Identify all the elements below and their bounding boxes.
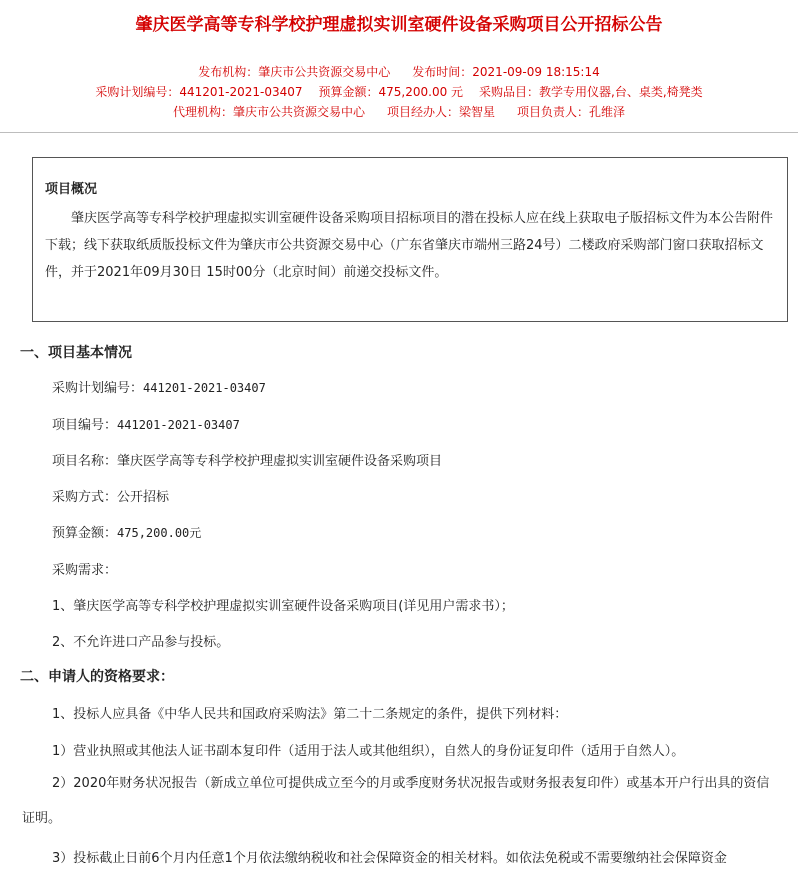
meta-row-2 <box>0 83 798 100</box>
procurement-category: 采购品目：教学专用仪器,台、桌类,椅凳类 <box>479 85 703 99</box>
procurement-method-line <box>52 486 169 505</box>
demand-item-1: 1、肇庆医学高等专科学校护理虚拟实训室硬件设备采购项目(详见用户需求书）； <box>52 599 514 614</box>
agency: 代理机构：肇庆市公共资源交易中心 <box>172 105 365 119</box>
header-divider <box>0 132 798 133</box>
section-2-heading: 二、申请人的资格要求： <box>20 669 174 685</box>
publisher: 发布机构：肇庆市公共资源交易中心 <box>198 65 391 79</box>
project-handler: 项目经办人：梁智星 <box>386 105 495 119</box>
section-1-heading: 一、项目基本情况 <box>20 345 132 361</box>
overview-box <box>32 157 788 322</box>
demand-item-2: 2、不允许进口产品参与投标。 <box>52 635 230 650</box>
project-name-label: 项目名称： <box>52 454 118 469</box>
overview-text: 肇庆医学高等专科学校护理虚拟实训室硬件设备采购项目招标项目的潜在投标人应在线上获取电子版招标文件为本公告附件下载；线下获取纸质版投标文件为肇庆市公共资源交易中心（广东省肇庆市端州三路24号）二楼政府采购部门窗口获取招标文件，并于2021年09月30日 15时00分（北京时间）前递交投标文件。 <box>45 211 774 280</box>
publish-time: 发布时间：2021-09-09 18:15:14 <box>412 65 600 79</box>
overview-heading: 项目概况 <box>45 182 98 197</box>
procurement-method-value: 公开招标 <box>117 490 170 505</box>
plan-number-value: 441201-2021-03407 <box>143 381 266 395</box>
demand-label: 采购需求： <box>52 563 118 578</box>
plan-number-label: 采购计划编号： <box>52 381 144 396</box>
project-name-line <box>52 450 442 469</box>
project-manager: 项目负责人：孔维泽 <box>517 105 626 119</box>
meta-row-3 <box>0 103 798 120</box>
plan-number: 采购计划编号：441201-2021-03407 <box>95 85 303 99</box>
project-name-value: 肇庆医学高等专科学校护理虚拟实训室硬件设备采购项目 <box>117 454 443 469</box>
budget-label: 预算金额： <box>52 526 118 541</box>
procurement-method-label: 采购方式： <box>52 490 118 505</box>
page-title: 肇庆医学高等专科学校护理虚拟实训室硬件设备采购项目公开招标公告 <box>135 15 663 35</box>
requirement-1-1: 1）营业执照或其他法人证书副本复印件（适用于法人或其他组织），自然人的身份证复印件（适用于自然人）。 <box>52 744 685 759</box>
project-number-line <box>52 414 240 433</box>
requirement-1: 1、投标人应具备《中华人民共和国政府采购法》第二十二条规定的条件，提供下列材料： <box>52 707 568 722</box>
plan-number-line <box>52 377 266 396</box>
budget-amount: 预算金额：475,200.00 元 <box>318 85 464 99</box>
budget-value: 475,200.00元 <box>117 526 202 540</box>
project-number-value: 441201-2021-03407 <box>117 418 240 432</box>
requirement-1-3: 3）投标截止日前6个月内任意1个月依法缴纳税收和社会保障资金的相关材料。如依法免税或不需要缴纳社会保障资金 <box>52 851 727 866</box>
meta-row-1 <box>0 63 798 80</box>
requirement-1-2: 2）2020年财务状况报告（新成立单位可提供成立至今的月或季度财务状况报告或财务报表复印件）或基本开户行出具的资信证明。 <box>22 776 770 826</box>
project-number-label: 项目编号： <box>52 418 118 433</box>
budget-line <box>52 522 201 541</box>
